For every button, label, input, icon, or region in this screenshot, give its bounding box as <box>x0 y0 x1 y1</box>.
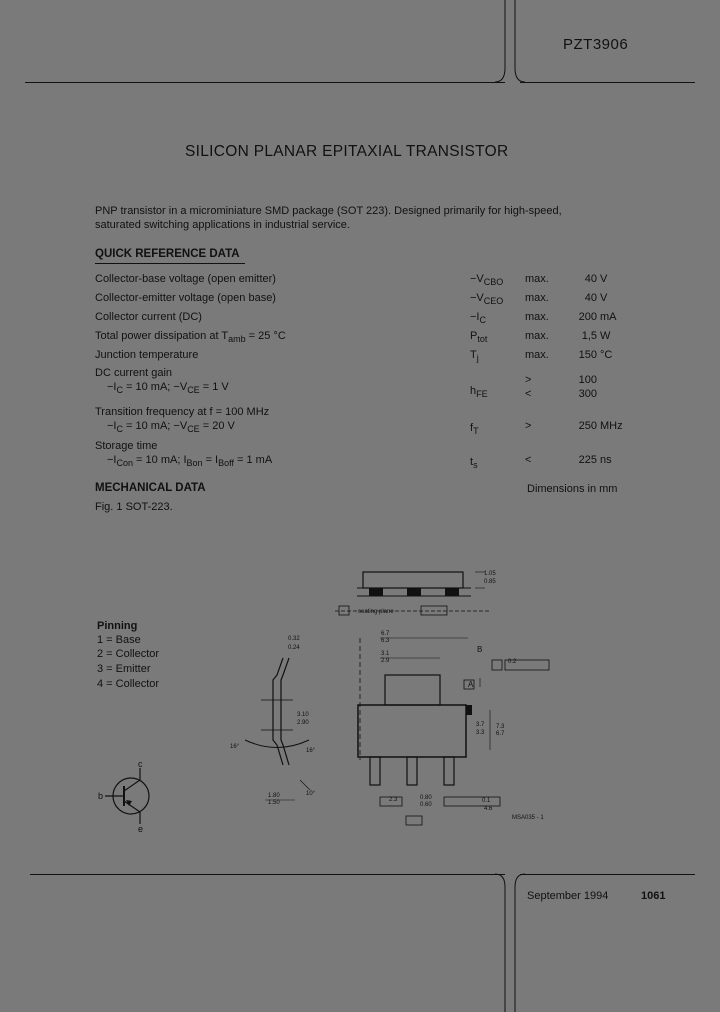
package-top-view <box>350 630 550 830</box>
base-label: b <box>98 791 104 801</box>
ts-cmp: < <box>525 454 532 466</box>
param-description: Collector-base voltage (open emitter) <box>95 273 276 285</box>
header-divider <box>495 0 535 90</box>
lead-dim-2: 0.24 <box>288 645 300 651</box>
quick-ref-row <box>95 330 635 346</box>
param-symbol: $-V_{CEO}$ <box>470 292 504 306</box>
lead-dim-1: 0.32 <box>288 636 300 642</box>
tol-2: 0.1 <box>482 798 491 804</box>
param-value: 40 <box>584 273 597 285</box>
seating-plane-label: seating plane <box>358 609 394 615</box>
lead-w-3: 4.6 <box>484 806 493 812</box>
param-unit: V <box>600 273 608 285</box>
emitter-label: e <box>138 824 144 834</box>
quick-ref-row <box>95 292 635 308</box>
footer-date: September 1994 <box>527 890 609 902</box>
ft-unit: MHz <box>600 420 623 432</box>
param-unit: W <box>600 330 611 342</box>
hfe-lt: < <box>525 388 532 400</box>
angle-3: 10° <box>306 791 316 797</box>
param-unit: V <box>600 292 608 304</box>
body-dim-3: 3.1 <box>381 651 390 657</box>
page-number: 1061 <box>641 890 666 902</box>
mechanical-heading: MECHANICAL DATA <box>95 482 206 494</box>
transition-condition: $-I_C = 10$ mA; $-V_{CE} = 20$ V <box>107 420 235 434</box>
page-title: SILICON PLANAR EPITAXIAL TRANSISTOR <box>185 143 509 160</box>
param-value: 200 <box>578 311 597 323</box>
param-unit: mA <box>600 311 617 323</box>
param-value: 1,5 <box>581 330 597 342</box>
pin-4: 4 = Collector <box>97 678 160 690</box>
body-dim-5: 3.7 <box>476 722 485 728</box>
body-dim-6: 3.3 <box>476 730 485 736</box>
hfe-min: 100 <box>578 374 597 386</box>
ft-symbol: $f_T$ <box>470 422 479 436</box>
figure-caption: Fig. 1 SOT-223. <box>95 501 173 513</box>
tol-1: 0.2 <box>508 659 517 665</box>
transition-label: Transition frequency at f = 100 MHz <box>95 406 270 418</box>
footer-divider <box>495 865 535 1012</box>
lead-dim-5: 1.80 <box>268 793 280 799</box>
package-side-view <box>335 568 505 628</box>
quick-ref-row <box>95 349 635 365</box>
part-number: PZT3906 <box>563 36 629 53</box>
heading-underline <box>95 263 245 264</box>
ts-unit: ns <box>600 454 612 466</box>
lead-dim-4: 2.90 <box>297 720 309 726</box>
param-symbol: $P_{tot}$ <box>470 330 488 344</box>
param-unit: °C <box>600 349 613 361</box>
dc-gain-label: DC current gain <box>95 367 173 379</box>
angle-2: 16° <box>306 748 316 754</box>
ft-value: 250 <box>578 420 597 432</box>
lead-w-2: 0.60 <box>420 802 432 808</box>
storage-condition: $-I_{Con} = 10$ mA; $I_{Bon} = I_{Boff} = 1$ mA <box>107 454 273 468</box>
param-value: 150 <box>578 349 597 361</box>
ts-value: 225 <box>578 454 597 466</box>
body-dim-4: 2.9 <box>381 658 390 664</box>
dc-gain-condition: $-I_C = 10$ mA; $-V_{CE} = 1$ V <box>107 381 229 395</box>
quick-ref-row <box>95 273 635 289</box>
hfe-max: 300 <box>578 388 597 400</box>
pnp-transistor-symbol <box>95 760 165 835</box>
param-description: Collector current (DC) <box>95 311 202 323</box>
body-dim-1: 6.7 <box>381 631 390 637</box>
lead-detail-drawing <box>225 640 325 810</box>
hfe-symbol: $h_{FE}$ <box>470 385 488 399</box>
param-limit: max. <box>525 292 549 304</box>
param-limit: max. <box>525 349 549 361</box>
storage-label: Storage time <box>95 440 158 452</box>
pin-1: 1 = Base <box>97 634 141 646</box>
ts-symbol: $t_s$ <box>470 456 478 470</box>
hfe-gt: > <box>525 374 532 386</box>
storage-cond-row <box>95 454 635 470</box>
datum-a: A <box>468 680 474 689</box>
body-dim-7: 7.3 <box>496 724 505 730</box>
collector-label: c <box>138 759 143 769</box>
param-limit: max. <box>525 311 549 323</box>
body-dim-2: 6.3 <box>381 638 390 644</box>
drawing-code: MSA035 - 1 <box>512 815 544 821</box>
body-dim-8: 6.7 <box>496 731 505 737</box>
param-symbol: $T_j$ <box>470 349 479 363</box>
height-dim-1: 1.05 <box>484 571 496 577</box>
pinning-heading: Pinning <box>97 620 138 632</box>
units-note: Dimensions in mm <box>527 483 618 495</box>
param-description: Junction temperature <box>95 349 199 361</box>
lead-w-1: 0.80 <box>420 795 432 801</box>
height-dim-2: 0.85 <box>484 579 496 585</box>
ft-cmp: > <box>525 420 532 432</box>
quick-ref-heading: QUICK REFERENCE DATA <box>95 248 240 260</box>
transition-cond-row <box>95 420 635 436</box>
param-limit: max. <box>525 330 549 342</box>
pin-3: 3 = Emitter <box>97 663 151 675</box>
hfe-max-row <box>95 388 635 404</box>
param-description: Collector-emitter voltage (open base) <box>95 292 276 304</box>
param-symbol: $-V_{CBO}$ <box>470 273 504 287</box>
angle-1: 16° <box>230 744 240 750</box>
lead-dim-3: 3.10 <box>297 712 309 718</box>
intro-line-1: PNP transistor in a microminiature SMD package (SOT 223). Designed primarily for high-speed, <box>95 205 562 217</box>
param-symbol: $-I_C$ <box>470 311 486 325</box>
intro-line-2: saturated switching applications in industrial service. <box>95 219 350 231</box>
quick-ref-row <box>95 311 635 327</box>
param-value: 40 <box>584 292 597 304</box>
param-limit: max. <box>525 273 549 285</box>
param-description: Total power dissipation at $T_{amb} = 25$ °C <box>95 330 286 344</box>
pin-2: 2 = Collector <box>97 648 160 660</box>
lead-dim-6: 1.50 <box>268 800 280 806</box>
datum-b: B <box>477 645 483 654</box>
pitch-dim: 2.3 <box>389 797 398 803</box>
